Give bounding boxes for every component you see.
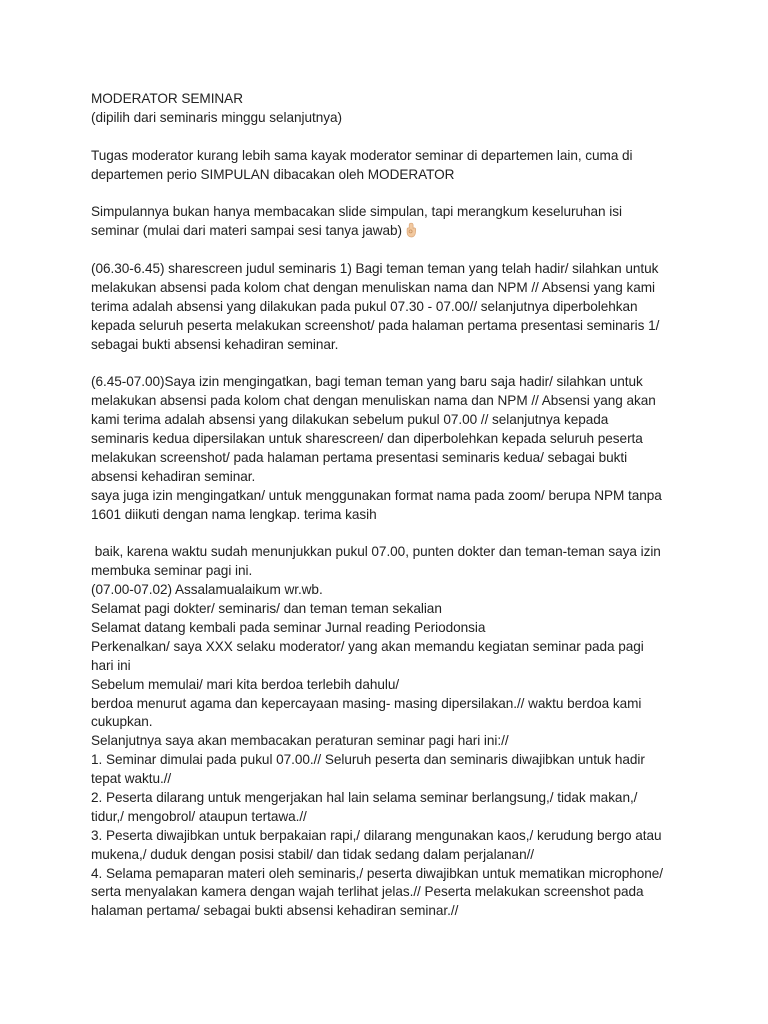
text-line: membuka seminar pagi ini. bbox=[91, 563, 253, 579]
text-line: departemen perio SIMPULAN dibacakan oleh MODERATOR bbox=[91, 166, 455, 182]
text-line: (6.45-07.00)Saya izin mengingatkan, bagi teman teman yang baru saja hadir/ silahkan untuk bbox=[91, 374, 643, 390]
text-line: absensi kehadiran seminar. bbox=[91, 468, 256, 484]
rule-item-4: 4. Selama pemaparan materi oleh seminaris,/ peserta diwajibkan untuk mematikan microphone/ bbox=[91, 865, 664, 881]
text-line: 1601 diikuti dengan nama lengkap. terima kasih bbox=[91, 506, 377, 522]
document-subheading: (dipilih dari seminaris minggu selanjutnya) bbox=[91, 109, 342, 125]
text-line: sebagai bukti absensi kehadiran seminar. bbox=[91, 336, 339, 352]
paragraph-spacer bbox=[91, 184, 691, 203]
text-line: kami terima adalah absensi yang dilakukan sebelum pukul 07.00 // selanjutnya kepada bbox=[91, 412, 609, 428]
rule-item-1-cont: tepat waktu.// bbox=[91, 771, 172, 787]
text-line: Selamat pagi dokter/ seminaris/ dan teman teman sekalian bbox=[91, 601, 442, 617]
text-line: Simpulannya bukan hanya membacakan slide simpulan, tapi merangkum keseluruhan isi bbox=[91, 204, 622, 220]
text-line: Selamat datang kembali pada seminar Jurnal reading Periodonsia bbox=[91, 619, 486, 635]
text-line-content: seminar (mulai dari materi sampai sesi tanya jawab) bbox=[91, 223, 402, 239]
text-line: terima adalah absensi yang dilakukan pada pukul 07.30 - 07.00// selanjutnya diperbolehkan bbox=[91, 298, 638, 314]
text-line: melakukan absensi pada kolom chat dengan menuliskan nama dan NPM // Absensi yang akan bbox=[91, 393, 656, 409]
rule-item-4-cont: halaman pertama/ sebagai bukti absensi kehadiran seminar.// bbox=[91, 903, 459, 919]
rule-item-4-cont: serta menyalakan kamera dengan wajah terlihat jelas.// Peserta melakukan screenshot pada bbox=[91, 884, 644, 900]
text-line: melakukan screenshot/ pada halaman pertama presentasi seminaris kedua/ sebagai bukti bbox=[91, 449, 628, 465]
paragraph-spacer bbox=[91, 524, 691, 543]
paragraph-0630 bbox=[91, 260, 691, 354]
text-line: (06.30-6.45) sharescreen judul seminaris 1) Bagi teman teman yang telah hadir/ silahkan untuk bbox=[91, 261, 659, 277]
paragraph-spacer bbox=[91, 241, 691, 260]
document-heading: MODERATOR SEMINAR bbox=[91, 91, 243, 106]
text-line: cukupkan. bbox=[91, 714, 153, 730]
text-line: Sebelum memulai/ mari kita berdoa terlebih dahulu/ bbox=[91, 676, 400, 692]
text-line-with-emoji bbox=[91, 222, 691, 241]
text-line: kepada seluruh peserta melakukan screenshot/ pada halaman pertama presentasi seminaris 1/ bbox=[91, 317, 660, 333]
text-line: hari ini bbox=[91, 657, 131, 673]
rule-item-2-cont: tidur,/ mengobrol/ ataupun tertawa.// bbox=[91, 808, 307, 824]
paragraph-simpulan bbox=[91, 203, 691, 241]
text-line: seminaris kedua dipersilakan untuk sharescreen/ dan diperbolehkan kepada seluruh peserta bbox=[91, 431, 643, 447]
text-line: saya juga izin mengingatkan/ untuk menggunakan format nama pada zoom/ berupa NPM tanpa bbox=[91, 487, 662, 503]
rule-item-3: 3. Peserta diwajibkan untuk berpakaian rapi,/ dilarang mengunakan kaos,/ kerudung bergo atau bbox=[91, 827, 662, 843]
paragraph-0645 bbox=[91, 373, 691, 524]
paragraph-0700 bbox=[91, 543, 691, 921]
text-line: berdoa menurut agama dan kepercayaan masing- masing dipersilakan.// waktu berdoa kami bbox=[91, 695, 642, 711]
paragraph-tugas bbox=[91, 147, 691, 185]
rule-item-3-cont: mukena,/ duduk dengan posisi stabil/ dan tidak sedang dalam perjalanan// bbox=[91, 846, 535, 862]
document-page bbox=[91, 90, 691, 921]
ok-hand-icon bbox=[405, 222, 418, 238]
text-line: (07.00-07.02) Assalamualaikum wr.wb. bbox=[91, 582, 323, 598]
text-line: Perkenalkan/ saya XXX selaku moderator/ yang akan memandu kegiatan seminar pada pagi bbox=[91, 638, 644, 654]
text-line: Tugas moderator kurang lebih sama kayak moderator seminar di departemen lain, cuma di bbox=[91, 147, 633, 163]
text-line: melakukan absensi pada kolom chat dengan menuliskan nama dan NPM // Absensi yang kami bbox=[91, 279, 655, 295]
text-line: Selanjutnya saya akan membacakan peraturan seminar pagi hari ini:// bbox=[91, 733, 509, 749]
rule-item-1: 1. Seminar dimulai pada pukul 07.00.// Seluruh peserta dan seminaris diwajibkan untuk hadir bbox=[91, 752, 645, 768]
paragraph-spacer bbox=[91, 128, 691, 147]
rule-item-2: 2. Peserta dilarang untuk mengerjakan hal lain selama seminar berlangsung,/ tidak makan,/ bbox=[91, 789, 638, 805]
paragraph-spacer bbox=[91, 354, 691, 373]
text-line: baik, karena waktu sudah menunjukkan pukul 07.00, punten dokter dan teman-teman saya izin bbox=[91, 544, 661, 560]
